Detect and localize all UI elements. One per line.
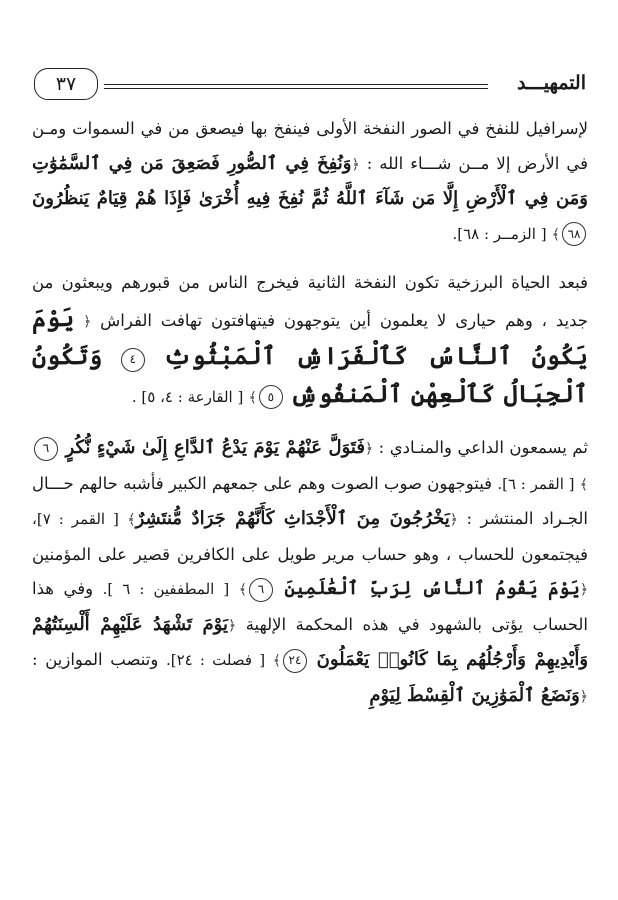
chapter-title: التمهيـــد [517,72,586,94]
verse-open-brace: ﴿ [351,156,360,173]
verse-open-brace: ﴿ [364,441,374,457]
paragraph-text: وفي هذا الحساب يؤتى بالشهود في هذه المحكمة الإلهية [32,579,589,634]
ayah-number: ٥ [259,385,283,409]
verse-close-brace: ﴾ [272,653,281,669]
page-number: ٣٧ [34,68,98,100]
quran-verse: يَوْمَ يَقُومُ ٱلنَّاسُ لِرَبِّ ٱلْعَٰلَمِينَ [284,578,580,599]
page-header [34,68,586,102]
verse-reference: [ فصلت : ٢٤]. [166,651,266,669]
verse-reference: [ القارعة : ٤، ٥] . [131,387,244,406]
paragraph-2 [32,266,588,415]
quran-verse: يَوْمَ تَشْهَدُ عَلَيْهِمْ أَلْسِنَتُهُمْ وَأَيْدِيهِمْ وَأَرْجُلُهُم بِمَا كَانُوا۟ يَعْمَلُونَ [32,613,589,670]
paragraph-text: وتنصب الموازين : [32,650,159,669]
quran-verse: وَنَضَعُ ٱلْمَوَٰزِينَ ٱلْقِسْطَ لِيَوْمِ [369,684,580,706]
ayah-number: ٤ [121,348,145,372]
quran-verse: يَوْمَ يَكُونُ ٱلنَّاسُ كَٱلْفَرَاشِ ٱلْمَبْثُوثِ [32,302,588,370]
quran-verse: فَتَوَلَّ عَنْهُمْ يَوْمَ يَدْعُ ٱلدَّاعِ إِلَىٰ شَيْءٍ نُّكُرٍ [65,437,365,458]
paragraph-text: فيتوجهون صوب الصوت وهم على جمعهم الكبير فأشبه حالهم حـــال الجـراد المنتشر : [32,473,589,528]
verse-open-brace: ﴿ [83,313,92,330]
verse-open-brace: ﴿ [579,582,589,598]
ayah-number: ٦٨ [562,222,586,246]
ayah-number: ٢٤ [283,649,307,673]
verse-close-brace: ﴾ [248,389,257,406]
quran-verse: وَنُفِخَ فِي ٱلصُّورِ فَصَعِقَ مَن فِي ٱلسَّمَٰوَٰتِ وَمَن فِي ٱلْأَرْضِ إِلَّا مَن شَآءَ ٱللَّهُ ثُمَّ نُفِخَ فِيهِ أُخْرَىٰ فَإِذَا هُمْ قِيَامٌ يَنظُرُونَ [32,152,588,209]
paragraph-3 [32,431,588,714]
quran-verse: يَخْرُجُونَ مِنَ ٱلْأَجْدَاثِ كَأَنَّهُمْ جَرَادٌ مُّنتَشِرٌ [135,508,450,529]
paragraph-1 [32,112,588,252]
verse-close-brace: ﴾ [127,512,136,528]
paragraph-text: فبعد الحياة البرزخية تكون النفخة الثانية فيخرج الناس من قبورهم ويبعثون من جديد ، وهم حيارى لا يعلمون أين يتوجهون فيتهافتون تهافت الفراش [32,273,588,330]
verse-open-brace: ﴿ [579,688,588,705]
paragraph-text: ثم يسمعون الداعي والمنـادي : [378,438,588,457]
paragraph-text: لإسرافيل للنفخ في الصور النفخة الأولى فينفخ بها فيصعق من في السموات ومـن في الأرض إلا مــن شـــاء الله : [32,119,588,173]
paragraph-text: فيجتمعون للحساب ، وهو حساب مرير طويل على الكافرين قصير على المؤمنين [32,544,588,564]
header-rule [104,84,488,89]
verse-close-brace: ﴾ [579,476,588,493]
verse-close-brace: ﴾ [551,226,560,243]
verse-close-brace: ﴾ [238,582,247,598]
ayah-number: ٦ [249,578,273,602]
verse-reference: [ الزمــر : ٦٨]. [452,224,547,243]
verse-reference: [ القمر : ٦]. [497,474,575,493]
verse-open-brace: ﴿ [227,617,237,634]
page-body [32,112,588,728]
verse-reference: [ القمر : ٧]، [32,510,119,528]
verse-reference: [ المطففين : ٦ ]. [102,580,230,598]
ayah-number: ٦ [34,437,58,461]
quran-verse: وَتَكُونُ ٱلْجِبَالُ كَٱلْعِهْنِ ٱلْمَنفُوشِ [32,341,588,408]
verse-open-brace: ﴿ [449,512,458,528]
